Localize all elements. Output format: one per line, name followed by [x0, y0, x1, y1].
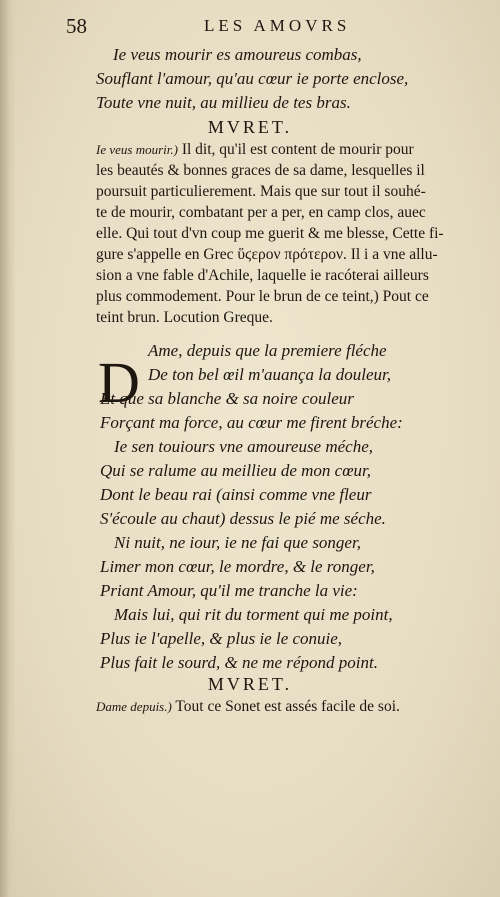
sonnet-line: Forçant ma force, au cœur me firent bréche: — [100, 413, 403, 432]
commentary-heading: MVRET. — [207, 117, 293, 137]
commentary-line: teint brun. Locution Greque. — [96, 309, 273, 326]
sonnet-line: De ton bel œil m'auança la douleur, — [148, 365, 392, 384]
commentary-line: les beautés & bonnes graces de sa dame, lesquelles il — [96, 162, 425, 179]
verse-line: Souflant l'amour, qu'au cœur ie porte enclose, — [96, 69, 409, 88]
verse-line: Toute vne nuit, au millieu de tes bras. — [96, 93, 351, 112]
sonnet-line: Mais lui, qui rit du torment qui me point, — [114, 605, 393, 624]
sonnet-line: Plus ie l'apelle, & plus ie le conuie, — [100, 629, 343, 648]
page-number: 58 — [66, 14, 87, 38]
commentary-line: Dame depuis.) Tout ce Sonet est assés facile de soi. — [96, 698, 400, 715]
sonnet-line: Ie sen touiours vne amoureuse méche, — [114, 437, 374, 456]
commentary-lead-in: Ie veus mourir.) — [96, 142, 178, 157]
sonnet-line: Dont le beau rai (ainsi comme vne fleur — [100, 485, 372, 504]
drop-cap: D — [98, 350, 140, 415]
commentary-line: plus commodement. Pour le brun de ce teint,) Pout ce — [96, 288, 429, 305]
sonnet-line: Ame, depuis que la premiere fléche — [148, 341, 387, 360]
page-header — [66, 14, 460, 38]
commentary-line: Ie veus mourir.) Il dit, qu'il est content de mourir pour — [96, 141, 414, 158]
commentary-lead-in: Dame depuis.) — [96, 699, 172, 714]
running-head: LES AMOVRS — [204, 16, 351, 35]
commentary-line: poursuit particulierement. Mais que sur tout il souhé- — [96, 183, 426, 200]
commentary-line: elle. Qui tout d'vn coup me guerit & me blesse, Cette fi- — [96, 225, 444, 242]
verse-line: Ie veus mourir es amoureus combas, — [113, 45, 362, 64]
sonnet-line: Plus fait le sourd, & ne me répond point. — [100, 653, 378, 672]
commentary-line: sion a vne fable d'Achile, laquelle ie racóterai ailleurs — [96, 267, 429, 284]
sonnet-line: Qui se ralume au meillieu de mon cœur, — [100, 461, 372, 480]
commentary-line: te de mourir, combatant per a per, en camp clos, auec — [96, 204, 426, 221]
sonnet-line: Priant Amour, qu'il me tranche la vie: — [100, 581, 358, 600]
sonnet-line: Ni nuit, ne iour, ie ne fai que songer, — [114, 533, 361, 552]
sonnet-line: Limer mon cœur, le mordre, & le ronger, — [100, 557, 375, 576]
sonnet-line: S'écoule au chaut) dessus le pié me séche. — [100, 509, 386, 528]
sonnet-line: Et que sa blanche & sa noire couleur — [100, 389, 354, 408]
commentary-heading: MVRET. — [207, 674, 293, 694]
commentary-line: gure s'appelle en Grec ὕϛερον πρότερον. Il i a vne allu- — [96, 246, 438, 263]
